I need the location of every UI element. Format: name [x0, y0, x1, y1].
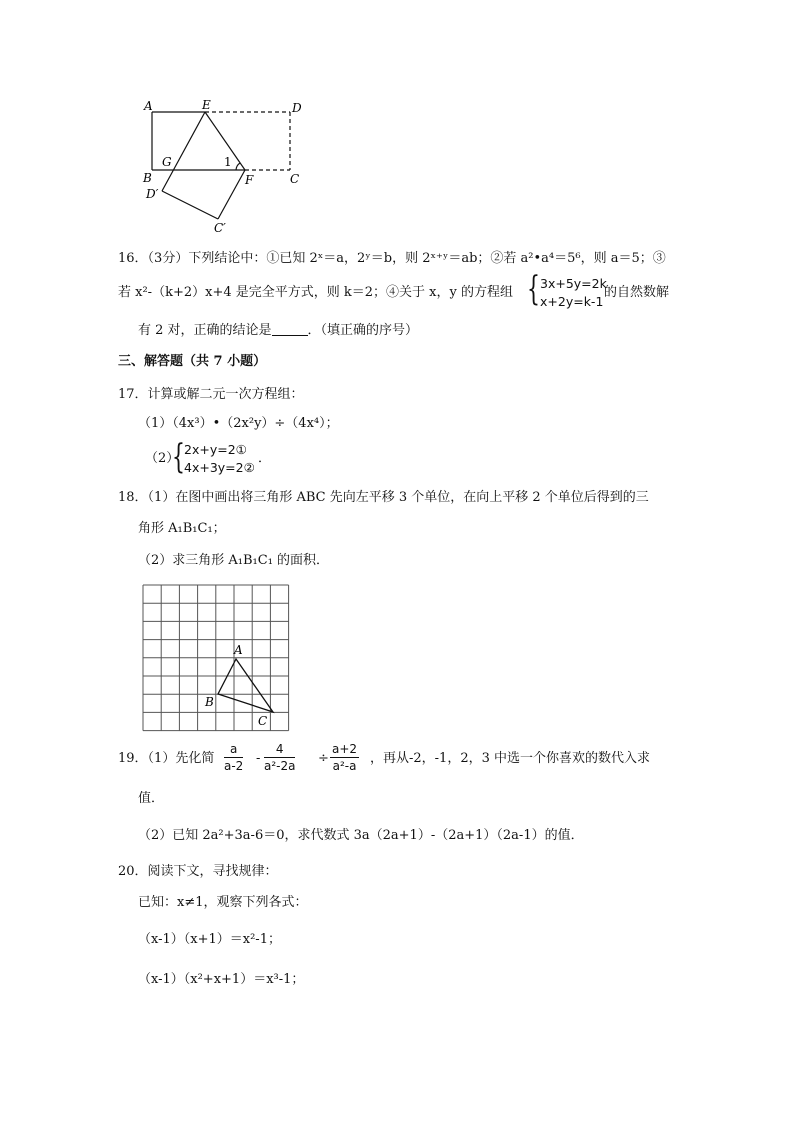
- label-1: 1: [224, 155, 232, 169]
- q19-suffix: ，再从-2，-1，2，3 中选一个你喜欢的数代入求: [370, 751, 651, 766]
- q17-eq2: 4x+3y=2②: [184, 460, 255, 475]
- q17-part2-end: ．: [258, 451, 272, 466]
- q17-part2-label: （2）: [145, 451, 180, 466]
- q19-divide: ÷: [318, 751, 329, 766]
- q16-system: [540, 275, 607, 311]
- q20-eq1: （x-1）（x+1）＝x²-1；: [138, 932, 281, 947]
- label-A: A: [144, 99, 153, 113]
- q16-line2-post: 的自然数解: [604, 285, 670, 300]
- label-D: D: [292, 101, 302, 115]
- q17-system: [184, 441, 255, 477]
- q17-part1: （1）（4x³）•（2x²y）÷（4x⁴）；: [138, 416, 339, 431]
- q17-stem: 17．计算或解二元一次方程组：: [118, 387, 304, 402]
- grid-label-C: C: [258, 714, 268, 728]
- label-B: B: [143, 171, 152, 185]
- q16-line3-pre: 有 2 对，正确的结论是: [138, 323, 272, 338]
- q20-eq2: （x-1）（x²+x+1）＝x³-1；: [138, 972, 305, 987]
- q20-given: 已知：x≠1，观察下列各式：: [138, 895, 308, 910]
- q19-prefix: 19．（1）先化简: [118, 751, 215, 766]
- grid-label-B: B: [205, 695, 214, 709]
- q19-f3-denominator: a²-a: [332, 759, 357, 773]
- q19-line2: 值．: [138, 791, 165, 806]
- label-C-prime: C′: [214, 221, 226, 235]
- q16-system-eq1: 3x+5y=2k: [540, 276, 607, 291]
- q17-system-brace: {: [172, 437, 185, 477]
- grid-label-A: A: [234, 643, 243, 657]
- q19-fraction-1: [224, 741, 243, 774]
- angle-1-mark: [236, 163, 240, 170]
- q19-f2-numerator: 4: [264, 741, 295, 758]
- q16-line2-pre: 若 x²-（k+2）x+4 是完全平方式，则 k＝2；④关于 x，y 的方程组: [118, 285, 513, 300]
- q16-system-brace: {: [527, 269, 540, 309]
- q19-f2-denominator: a²-2a: [264, 759, 296, 773]
- q16-answer-blank: [272, 321, 308, 336]
- q16-line1: 16．（3分）下列结论中：①已知 2ˣ＝a，2ʸ＝b，则 2ˣ⁺ʸ＝ab；②若 a²•a⁴＝5⁶，则 a＝5；③: [118, 251, 666, 266]
- q19-f3-numerator: a+2: [332, 742, 358, 756]
- q19-fraction-2: [264, 741, 295, 774]
- section-title: 三、解答题（共 7 小题）: [118, 354, 267, 369]
- q17-eq1: 2x+y=2①: [184, 442, 247, 457]
- label-E: E: [202, 98, 211, 112]
- label-G: G: [162, 155, 172, 169]
- edge-CprimeF: [218, 170, 245, 219]
- edge-DprimeCprime: [162, 191, 218, 219]
- translation-grid: [140, 582, 295, 734]
- q16-line2: [118, 283, 513, 303]
- label-C: C: [290, 172, 300, 186]
- q16-line3-post: ．（填正确的序号）: [307, 323, 419, 338]
- q20-stem: 20．阅读下文，寻找规律：: [118, 864, 278, 879]
- label-D-prime: D′: [146, 187, 159, 201]
- q19-minus: -: [256, 751, 261, 766]
- label-F: F: [245, 173, 254, 187]
- triangle-ABC: [218, 659, 273, 712]
- q19-f1-numerator: a: [224, 741, 243, 758]
- q19-fraction-3: [330, 741, 359, 774]
- edge-ED-prime: [162, 112, 205, 191]
- q18-line3: （2）求三角形 A₁B₁C₁ 的面积．: [138, 553, 330, 568]
- q19-f1-denominator: a-2: [224, 759, 244, 773]
- q16-line3: [138, 321, 418, 341]
- q18-line1: 18．（1）在图中画出将三角形 ABC 先向左平移 3 个单位，在向上平移 2 个单位后得到的三: [118, 490, 649, 505]
- q18-line2: 角形 A₁B₁C₁；: [138, 521, 226, 536]
- q19-part2: （2）已知 2a²+3a-6＝0，求代数式 3a（2a+1）-（2a+1）（2a-1）的值．: [138, 828, 584, 843]
- q16-system-eq2: x+2y=k-1: [540, 294, 604, 309]
- folding-figure: [140, 96, 320, 236]
